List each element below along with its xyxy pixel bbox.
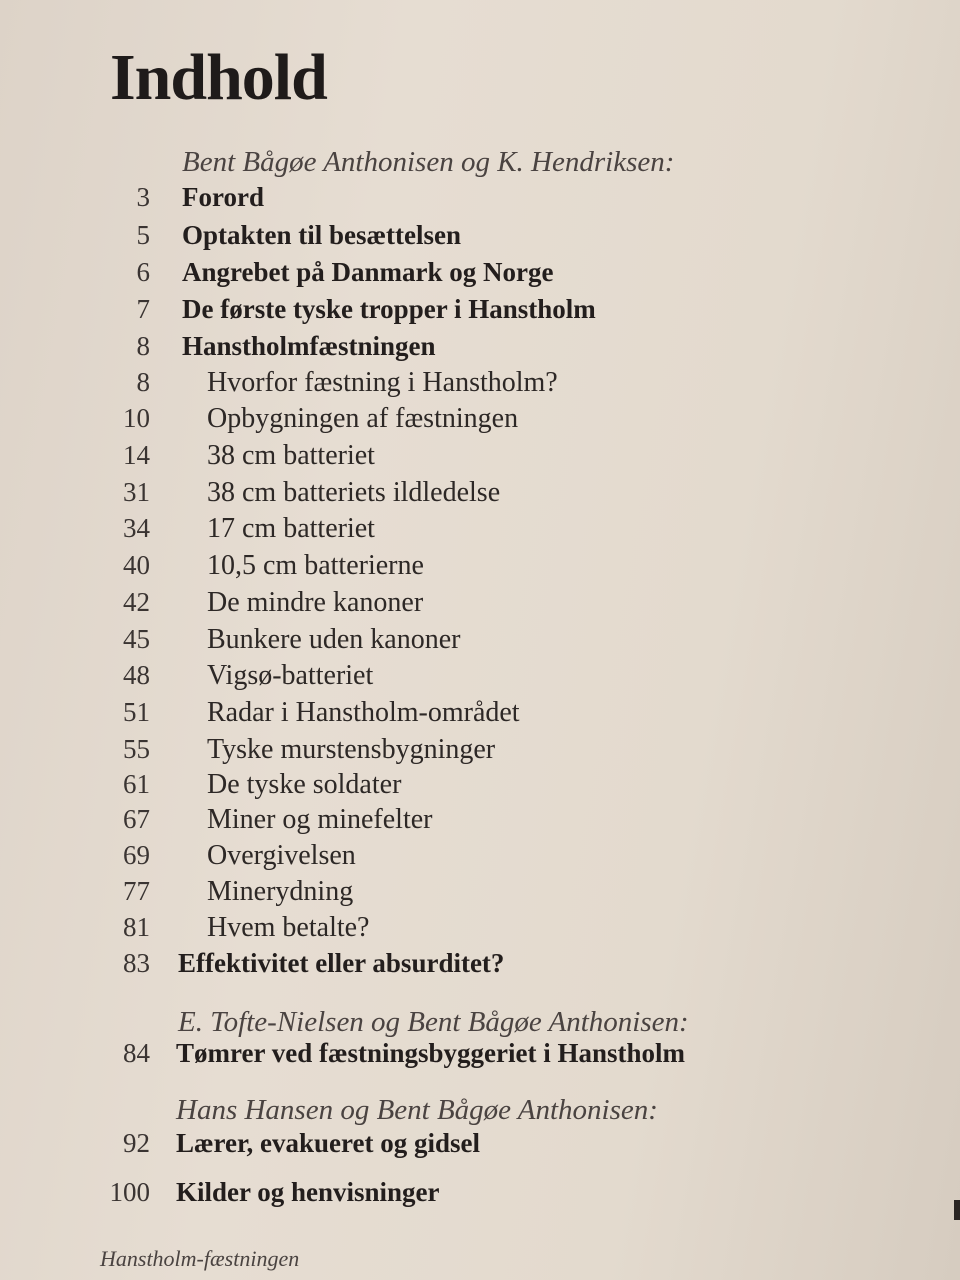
entry-title: Forord xyxy=(182,182,264,212)
page-number: 8 xyxy=(136,331,150,361)
page-number: 8 xyxy=(136,367,150,397)
entry-title: Tømrer ved fæstningsbyggeriet i Hanstholm xyxy=(176,1038,685,1068)
page-number: 61 xyxy=(123,769,150,799)
entry-title: Hvem betalte? xyxy=(207,912,370,943)
page-number: 40 xyxy=(123,550,150,580)
page-number: 67 xyxy=(123,804,150,834)
entry-title: Opbygningen af fæstningen xyxy=(207,403,519,434)
entry-title: 10,5 cm batterierne xyxy=(207,550,424,581)
entry-title: De mindre kanoner xyxy=(207,587,424,618)
page-number: 45 xyxy=(123,624,150,654)
entry-title: Hvorfor fæstning i Hanstholm? xyxy=(207,367,558,398)
entry-title: 38 cm batteriets ildledelse xyxy=(207,477,501,508)
entry-title: De tyske soldater xyxy=(207,769,402,800)
page-number: 55 xyxy=(123,734,150,764)
section-author: E. Tofte-Nielsen og Bent Bågøe Anthonisen: xyxy=(178,1006,689,1038)
page-number: 83 xyxy=(123,948,150,978)
section-author: Hans Hansen og Bent Bågøe Anthonisen: xyxy=(176,1094,658,1126)
running-footer: Hanstholm-fæstningen xyxy=(100,1246,300,1271)
page-number: 69 xyxy=(123,840,150,870)
page-number: 77 xyxy=(123,876,150,906)
entry-title: Hanstholmfæstningen xyxy=(182,331,436,361)
entry-title: Effektivitet eller absurditet? xyxy=(178,948,505,978)
page-number: 48 xyxy=(123,660,150,690)
page-number: 42 xyxy=(123,587,150,617)
entry-title: De første tyske tropper i Hanstholm xyxy=(182,294,596,324)
page-number: 3 xyxy=(136,182,150,212)
entry-title: Radar i Hanstholm-området xyxy=(207,697,520,728)
page-number: 10 xyxy=(123,403,150,433)
entry-title: Optakten til besættelsen xyxy=(182,220,461,250)
page-number: 7 xyxy=(136,294,150,324)
page-number: 34 xyxy=(123,513,150,543)
entry-title: Tyske murstensbygninger xyxy=(207,734,496,765)
entry-title: Minerydning xyxy=(207,876,354,907)
page-number: 51 xyxy=(123,697,150,727)
page-number: 92 xyxy=(123,1128,150,1158)
page-number: 100 xyxy=(109,1177,150,1207)
entry-title: Overgivelsen xyxy=(207,840,356,871)
section-author: Bent Bågøe Anthonisen og K. Hendriksen: xyxy=(182,146,675,178)
entry-title: 17 cm batteriet xyxy=(207,513,375,544)
entry-title: Lærer, evakueret og gidsel xyxy=(176,1128,480,1158)
page-number: 6 xyxy=(136,257,150,287)
page-number: 5 xyxy=(136,220,150,250)
entry-title: Miner og minefelter xyxy=(207,804,433,835)
page-number: 84 xyxy=(123,1038,150,1068)
entry-title: Angrebet på Danmark og Norge xyxy=(182,257,554,287)
entry-title: Vigsø-batteriet xyxy=(207,660,374,691)
page-title: Indhold xyxy=(110,41,327,114)
edge-mark xyxy=(954,1200,960,1220)
entry-title: Bunkere uden kanoner xyxy=(207,624,461,655)
page-number: 31 xyxy=(123,477,150,507)
page-number: 14 xyxy=(123,440,150,470)
page-number: 81 xyxy=(123,912,150,942)
entry-title: Kilder og henvisninger xyxy=(176,1177,440,1207)
entry-title: 38 cm batteriet xyxy=(207,440,375,471)
